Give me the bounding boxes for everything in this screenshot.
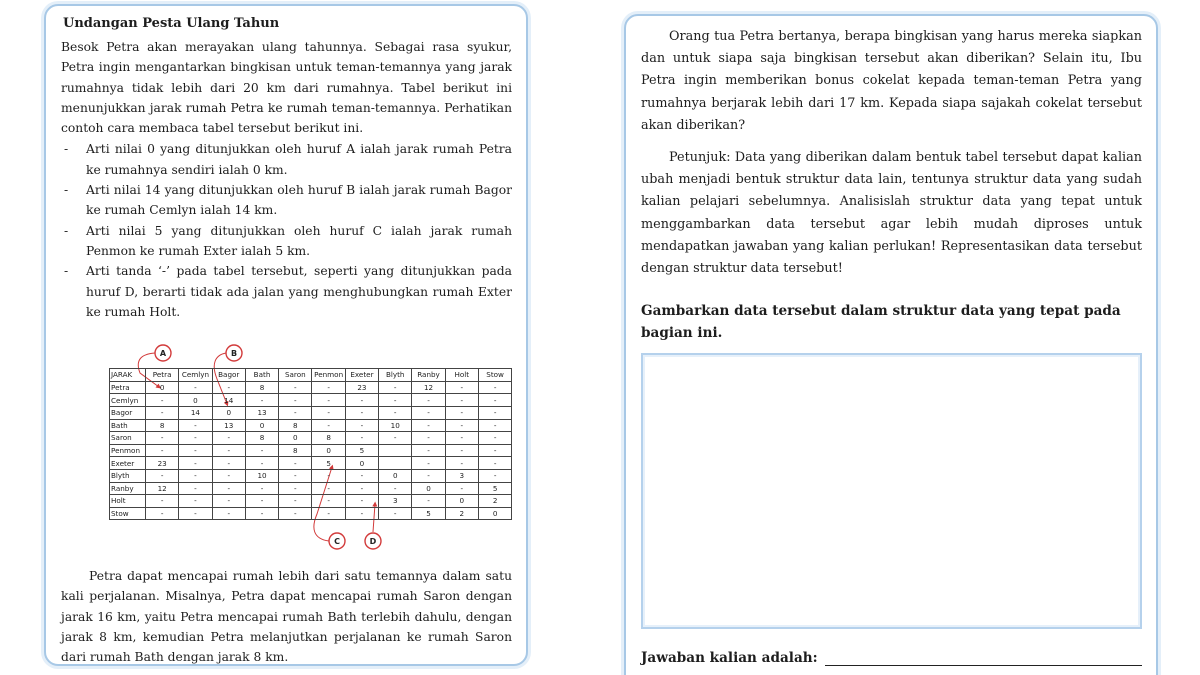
table-cell: - <box>146 394 179 407</box>
table-cell: - <box>445 394 478 407</box>
table-cell: 5 <box>345 444 378 457</box>
table-cell: - <box>279 394 312 407</box>
marker-c-label: C <box>334 537 340 547</box>
row-header: Exeter <box>110 457 146 470</box>
table-cell: - <box>179 444 212 457</box>
table-cell: - <box>379 381 412 394</box>
table-cell: - <box>478 406 511 419</box>
table-cell: 0 <box>179 394 212 407</box>
table-cell: - <box>412 469 445 482</box>
table-cell: - <box>478 444 511 457</box>
row-header: Bath <box>110 419 146 432</box>
table-cell: 23 <box>146 457 179 470</box>
table-row <box>110 457 512 470</box>
table-cell: 0 <box>212 406 245 419</box>
table-cell: - <box>312 507 345 520</box>
table-cell: - <box>146 469 179 482</box>
table-cell: 8 <box>279 444 312 457</box>
table-cell: - <box>245 482 278 495</box>
table-cell: 13 <box>212 419 245 432</box>
distance-table-body <box>110 381 512 520</box>
table-cell: 0 <box>445 495 478 508</box>
table-cell: - <box>412 495 445 508</box>
table-cell: 0 <box>412 482 445 495</box>
list-item <box>61 180 512 221</box>
table-cell: - <box>345 469 378 482</box>
table-cell: - <box>345 495 378 508</box>
table-cell: - <box>478 432 511 445</box>
marker-a-label: A <box>159 349 167 359</box>
column-header: Petra <box>146 369 179 382</box>
intro-paragraph: Besok Petra akan merayakan ulang tahunnya. Sebagai rasa syukur, Petra ingin mengantarkan bingkisan untuk teman-temannya yang jarak rumahnya tidak lebih dari 20 km dari rumahnya. Tabel berikut ini menunjukkan jarak rumah Petra ke rumah teman-temannya. Perhatikan contoh cara membaca tabel tersebut berikut ini. <box>61 40 512 136</box>
answer-line <box>641 650 1142 666</box>
table-cell: - <box>445 406 478 419</box>
table-cell: - <box>212 495 245 508</box>
drawing-answer-box[interactable] <box>641 353 1142 629</box>
row-header: Bagor <box>110 406 146 419</box>
table-cell: - <box>379 507 412 520</box>
table-cell: - <box>212 432 245 445</box>
list-item-text: - Arti nilai 14 yang ditunjukkan oleh huruf B ialah jarak rumah Bagor ke rumah Cemlyn ialah 14 km. <box>86 183 512 218</box>
column-header: Blyth <box>379 369 412 382</box>
table-cell: - <box>179 482 212 495</box>
table-cell: 5 <box>478 482 511 495</box>
table-cell: - <box>245 457 278 470</box>
table-cell: 10 <box>379 419 412 432</box>
table-cell: - <box>412 457 445 470</box>
left-page-card <box>44 4 528 666</box>
marker-b-label: B <box>230 349 238 359</box>
hint-paragraph: Petunjuk: Data yang diberikan dalam bentuk tabel tersebut dapat kalian ubah menjadi bentuk struktur data lain, tentunya struktur data yang sudah kalian pelajari sebelumnya. Analisislah struktur data yang tepat untuk menggambarkan data tersebut agar lebih mudah diproses untuk mendapatkan jawaban yang kalian perlukan! Representasikan data tersebut dengan struktur data tersebut! <box>641 150 1142 277</box>
table-cell: 5 <box>312 457 345 470</box>
table-cell: - <box>312 381 345 394</box>
table-cell: - <box>279 381 312 394</box>
table-cell: - <box>312 482 345 495</box>
table-cell: 8 <box>146 419 179 432</box>
table-cell: - <box>478 381 511 394</box>
table-cell: 0 <box>345 457 378 470</box>
table-cell: - <box>345 507 378 520</box>
column-header: Stow <box>478 369 511 382</box>
list-item <box>61 139 512 180</box>
table-cell: 2 <box>478 495 511 508</box>
list-item <box>61 221 512 262</box>
table-cell: - <box>379 394 412 407</box>
table-cell: - <box>245 495 278 508</box>
table-cell: - <box>445 432 478 445</box>
table-row <box>110 381 512 394</box>
reading-rules-list <box>61 139 512 322</box>
table-cell: - <box>179 469 212 482</box>
table-cell: - <box>179 432 212 445</box>
table-cell: - <box>312 419 345 432</box>
row-header: Holt <box>110 495 146 508</box>
table-cell: - <box>212 381 245 394</box>
table-row <box>110 444 512 457</box>
table-cell: - <box>445 419 478 432</box>
table-cell: - <box>212 507 245 520</box>
table-cell: - <box>412 406 445 419</box>
distance-table-figure <box>93 342 513 552</box>
table-cell: - <box>179 419 212 432</box>
table-cell: - <box>412 394 445 407</box>
row-header: Saron <box>110 432 146 445</box>
answer-blank-field[interactable] <box>825 653 1142 666</box>
table-corner-header: JARAK <box>110 369 146 382</box>
question-paragraph: Orang tua Petra bertanya, berapa bingkisan yang harus mereka siapkan dan untuk siapa saja bingkisan tersebut akan diberikan? Selain itu, Ibu Petra ingin memberikan bonus cokelat kepada teman-teman Petra yang rumahnya berjarak lebih dari 17 km. Kepada siapa sajakah cokelat tersebut akan diberikan? <box>641 29 1142 133</box>
table-cell: - <box>212 482 245 495</box>
table-cell: 5 <box>412 507 445 520</box>
table-cell: - <box>146 406 179 419</box>
table-cell: - <box>146 444 179 457</box>
row-header: Penmon <box>110 444 146 457</box>
table-cell: - <box>445 482 478 495</box>
table-row <box>110 495 512 508</box>
list-item-text: - Arti nilai 0 yang ditunjukkan oleh huruf A ialah jarak rumah Petra ke rumahnya sendiri ialah 0 km. <box>86 142 512 177</box>
table-cell: - <box>212 444 245 457</box>
table-cell: - <box>412 444 445 457</box>
column-header: Bagor <box>212 369 245 382</box>
row-header: Petra <box>110 381 146 394</box>
table-header-row <box>110 369 512 382</box>
table-cell: - <box>245 394 278 407</box>
table-row <box>110 482 512 495</box>
table-cell: - <box>478 419 511 432</box>
table-cell: 8 <box>245 381 278 394</box>
list-item <box>61 261 512 322</box>
table-cell: - <box>146 507 179 520</box>
table-cell: 3 <box>379 495 412 508</box>
row-header: Ranby <box>110 482 146 495</box>
column-header: Saron <box>279 369 312 382</box>
table-cell: 0 <box>478 507 511 520</box>
table-cell: 12 <box>412 381 445 394</box>
marker-d-label: D <box>369 537 377 547</box>
list-item-text: - Arti nilai 5 yang ditunjukkan oleh huruf C ialah jarak rumah Penmon ke rumah Exter ialah 5 km. <box>86 223 512 258</box>
table-cell: - <box>445 381 478 394</box>
table-cell: - <box>312 495 345 508</box>
table-cell: - <box>412 432 445 445</box>
table-row <box>110 394 512 407</box>
table-cell: 8 <box>312 432 345 445</box>
table-cell: - <box>212 469 245 482</box>
table-cell: - <box>379 432 412 445</box>
table-cell: - <box>279 495 312 508</box>
table-cell: 14 <box>179 406 212 419</box>
table-cell: 10 <box>245 469 278 482</box>
table-cell: - <box>478 394 511 407</box>
table-row <box>110 507 512 520</box>
answer-label: Jawaban kalian adalah: <box>641 650 818 667</box>
section-title: Undangan Pesta Ulang Tahun <box>63 16 280 31</box>
table-cell: 0 <box>279 432 312 445</box>
table-cell: - <box>445 444 478 457</box>
table-cell: - <box>179 457 212 470</box>
table-cell: - <box>478 457 511 470</box>
table-cell: - <box>245 507 278 520</box>
table-cell: - <box>312 394 345 407</box>
table-cell: - <box>245 444 278 457</box>
table-cell: - <box>379 482 412 495</box>
list-item-text: - Arti tanda ‘-’ pada tabel tersebut, seperti yang ditunjukkan pada huruf D, berarti tidak ada jalan yang menghubungkan rumah Exter ke rumah Holt. <box>86 264 512 319</box>
table-cell: - <box>146 495 179 508</box>
table-cell: - <box>279 469 312 482</box>
table-cell: - <box>279 457 312 470</box>
table-cell: - <box>412 419 445 432</box>
column-header: Cemlyn <box>179 369 212 382</box>
table-row <box>110 432 512 445</box>
table-cell: 8 <box>245 432 278 445</box>
closing-paragraph: Petra dapat mencapai rumah lebih dari satu temannya dalam satu kali perjalanan. Misalnya, Petra dapat mencapai rumah Saron dengan jarak 16 km, yaitu Petra mencapai rumah Bath terlebih dahulu, dengan jarak 8 km, kemudian Petra melanjutkan perjalanan ke rumah Saron dari rumah Bath dengan jarak 8 km. <box>61 569 512 665</box>
instruction-text: Gambarkan data tersebut dalam struktur data yang tepat pada bagian ini. <box>641 303 1121 342</box>
column-header: Ranby <box>412 369 445 382</box>
table-cell: - <box>445 457 478 470</box>
table-cell: 14 <box>212 394 245 407</box>
table-cell: - <box>212 457 245 470</box>
table-cell: - <box>345 482 378 495</box>
column-header: Exeter <box>345 369 378 382</box>
table-cell <box>379 444 412 457</box>
row-header: Blyth <box>110 469 146 482</box>
column-header: Penmon <box>312 369 345 382</box>
table-cell: - <box>179 507 212 520</box>
table-cell: - <box>279 507 312 520</box>
table-cell: 23 <box>345 381 378 394</box>
table-cell: 13 <box>245 406 278 419</box>
column-header: Bath <box>245 369 278 382</box>
table-cell: 0 <box>245 419 278 432</box>
distance-table <box>109 368 512 520</box>
table-cell: 0 <box>379 469 412 482</box>
right-page-card <box>624 14 1158 675</box>
table-row <box>110 406 512 419</box>
table-row <box>110 469 512 482</box>
table-cell: - <box>345 406 378 419</box>
table-cell: - <box>345 419 378 432</box>
table-cell: - <box>279 406 312 419</box>
table-cell: - <box>179 381 212 394</box>
table-cell: - <box>279 482 312 495</box>
table-cell: 12 <box>146 482 179 495</box>
column-header: Holt <box>445 369 478 382</box>
row-header: Cemlyn <box>110 394 146 407</box>
table-cell <box>379 457 412 470</box>
table-cell: - <box>146 432 179 445</box>
table-cell: - <box>312 406 345 419</box>
table-cell: 0 <box>146 381 179 394</box>
row-header: Stow <box>110 507 146 520</box>
table-cell: - <box>179 495 212 508</box>
table-cell: - <box>345 394 378 407</box>
table-cell: 2 <box>445 507 478 520</box>
table-cell: 8 <box>279 419 312 432</box>
table-row <box>110 419 512 432</box>
table-cell: - <box>478 469 511 482</box>
table-cell: - <box>345 432 378 445</box>
table-cell: - <box>379 406 412 419</box>
table-cell: - <box>312 469 345 482</box>
table-cell: 3 <box>445 469 478 482</box>
table-cell: 0 <box>312 444 345 457</box>
